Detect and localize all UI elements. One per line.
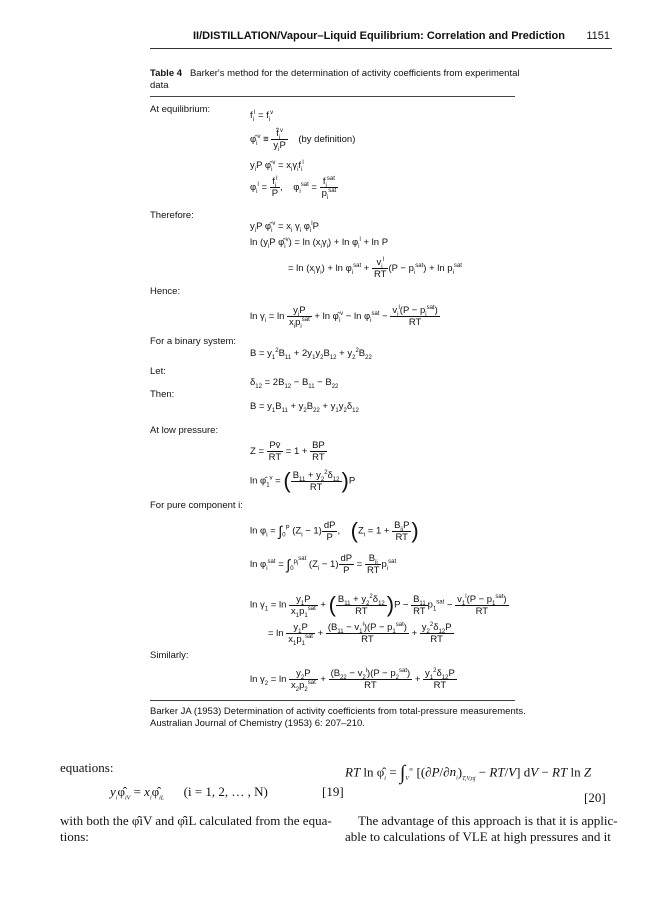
label-binary: For a binary system: <box>150 336 237 347</box>
eq-20: RT $\ln \varphî_i = \int_V^\infty$ $[(\partial P/\partial n_i)_{T,V,nj} - RT/V]$ dV − RT ln Z <box>345 762 592 784</box>
eq-phi-ratios: $\varphi_i^l$ = $\frac{f_i^l}{P}$ , $\varphi_i^{sat}$ = $\frac{f_i^{sat}}{p_i^{sat}}$ <box>250 175 337 201</box>
eq-compressibility: Z = $\frac{Pv̄}{RT}$ = 1 + $\frac{BP}{RT}$ <box>250 440 325 463</box>
eq-ln-gamma-1-short: = ln $\frac{y_1P}{x_1p_1^{sat}}$ + $\frac{(B_{11} - v_1^l)(P - p_1^{sat})}{RT}$ + $\frac{y_2^2\delta_{12}P}{RT}$ <box>268 621 452 647</box>
label-low-pressure: At low pressure: <box>150 425 219 436</box>
running-header <box>150 30 612 49</box>
label-similarly: Similarly: <box>150 650 189 661</box>
eq-therefore-2: $\ln (y_iP$ $\varphî_i^v) = \ln (x_i\gamma_i) + \ln \varphi_i^l + \ln P$ <box>250 236 389 250</box>
right-paragraph-line-1: The advantage of this approach is that it is applic- <box>358 813 618 828</box>
eq-phi-definition: $\varphî_i^v$ ≡ $\frac{f̂_i^v}{y_iP}$ (by definition) <box>250 127 356 153</box>
eq-19-range: (i = 1, 2, … , N) <box>183 784 268 799</box>
eq-hence: $\ln \gamma_i = \ln$ $\frac{y_iP}{x_ip_i^{sat}}$ + $\ln \varphî_i^v - \ln \varphi_i^{sat}$ − $\frac{v_i^l(P - p_i^{sat})}{RT}$ <box>250 304 438 330</box>
eq-therefore-1: $y_iP$ $\varphî_i^v = x_i$ $\gamma_i$ $\varphi_i^lP$ <box>250 220 319 234</box>
running-title: II/DISTILLATION/Vapour–Liquid Equilibrium: Correlation and Prediction <box>193 30 565 42</box>
eq-equilibrium-relation: $y_iP$ $\varphî_i^v = x_i\gamma_if_i^l$ <box>250 159 304 173</box>
table-source-note: Barker JA (1953) Determination of activity coefficients from total-pressure measurements. Australian Journal of Chemistry (1953) 6: 207–210. <box>150 706 526 729</box>
label-then: Then: <box>150 389 175 400</box>
label-equilibrium: At equilibrium: <box>150 104 211 115</box>
right-paragraph-line-2: able to calculations of VLE at high pressures and it <box>345 829 611 844</box>
eq-19: $y_i\varphî_{iV}$ = $x_i\varphî_{iL}$ (i = 1, 2, … , N) <box>110 784 268 802</box>
table-bottom-rule <box>150 700 515 701</box>
left-paragraph-line-2: tions: <box>60 829 89 844</box>
left-paragraph-line-1: with both the φ̂iV and φ̂iL calculated from the equa- <box>60 813 332 828</box>
eq-then-B: $B = y_1B_{11} + y_2B_{22} + y_1y_2\delta_{12}$ <box>250 401 359 414</box>
eq-therefore-3: = $\ln (x_i\gamma_i) + \ln \varphi_i^{sat}$ + $\frac{v_i^l}{RT}$ $(P - p_i^{sat}) + \ln p_i^{sat}$ <box>288 256 462 280</box>
table-top-rule <box>150 96 515 97</box>
eq-let-delta: $\delta_{12} = 2B_{12} - B_{11} - B_{22}$ <box>250 377 339 390</box>
label-therefore: Therefore: <box>150 210 194 221</box>
table-label: Table 4 <box>150 68 183 79</box>
eq-fugacity-equality: $f_i^l = f_i^v$ <box>250 109 274 123</box>
label-hence: Hence: <box>150 286 181 297</box>
page-number: 1151 <box>586 30 610 42</box>
eq-binary-B: $B = y_1^2B_{11} + 2y_1y_2B_{12} + y_2^2B_{22}$ <box>250 347 372 361</box>
label-pure-component: For pure component i: <box>150 500 243 511</box>
by-definition-note: (by definition) <box>298 134 356 146</box>
eq-20-number: [20] <box>584 790 606 805</box>
eq-pure-ln-phi-sat: $\ln \varphi_i^{sat} = \int_0^{p_i^{sat}}$ $(Z_i - 1)$ $\frac{dP}{P}$ = $\frac{B_{ii}}{RT}$ $p_i^{sat}$ <box>250 553 397 576</box>
eq-ln-gamma-1-full: $\ln \gamma_1 = \ln$ $\frac{y_1P}{x_1p_1^{sat}}$ + ( $\frac{B_{11} + y_2^2\delta_{12}}{RT}$ )P − $\frac{B_{11}}{RT}$ $p_1^{sat}$ − $\frac{v_1^l(P - p_1^{sat})}{RT}$ <box>250 592 507 619</box>
eq-19-number: [19] <box>322 784 344 799</box>
left-intro-text: equations: <box>60 760 114 775</box>
table-caption <box>150 68 530 92</box>
table-caption-text: Barker's method for the determination of activity coefficients from experimental data <box>150 68 520 91</box>
label-let: Let: <box>150 366 166 377</box>
eq-ln-gamma-2: $\ln \gamma_2 = \ln$ $\frac{y_2P}{x_2p_2^{sat}}$ + $\frac{(B_{22} - v_2^l)(P - p_2^{sat})}{RT}$ + $\frac{y_1^2\delta_{12}P}{RT}$ <box>250 667 455 693</box>
eq-pure-ln-phi: $\ln \varphi_i = \int_0^P$ $(Z_i - 1)$ $\frac{dP}{P}$ , ($Z_i = 1$ + $\frac{B_{ii}P}{RT}$ ) <box>250 518 419 543</box>
eq-ln-phi-low-pressure: $\ln \varphî_1^v$ = ( $\frac{B_{11} + y_2^2\delta_{12}}{RT}$ )P <box>250 468 356 493</box>
